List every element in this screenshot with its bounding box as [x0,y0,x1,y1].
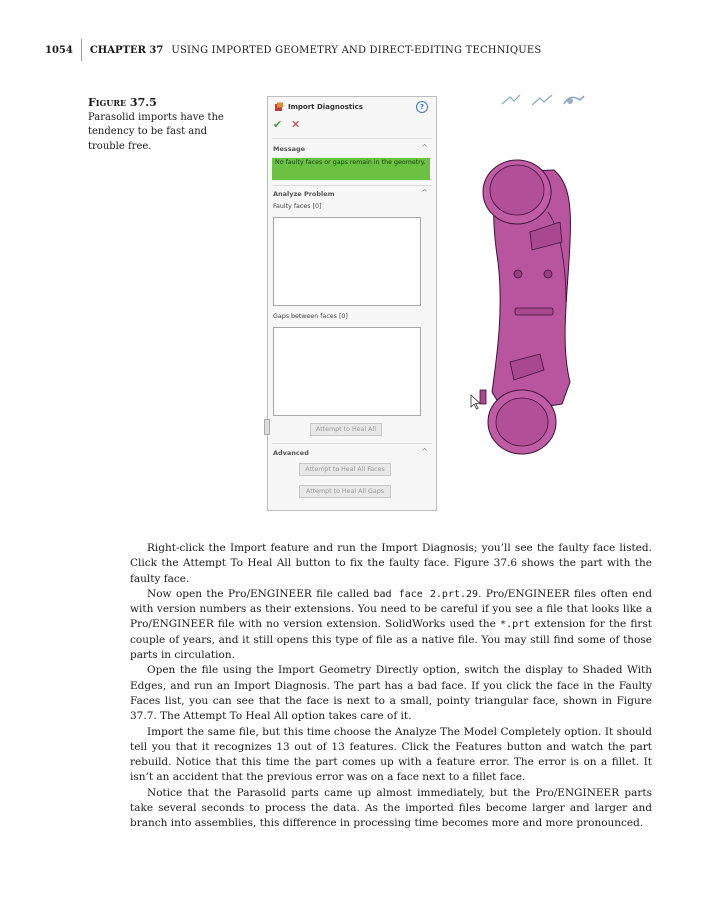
figure-caption-text: Parasolid imports have the tendency to be fast and trouble free. [88,111,224,152]
import-diagnostics-panel [267,96,437,511]
mouse-cursor-icon [470,394,482,410]
body-text [130,541,652,832]
attempt-heal-all-button[interactable]: Attempt to Heal All [310,423,382,436]
page-number: 1054 [45,44,73,56]
paragraph: Now open the Pro/ENGINEER file called bad face 2.prt.29. Pro/ENGINEER files often end with version numbers as their extensions. You need to be careful if you see a file that looks like a Pro/ENGINEER file with no version extension. SolidWorks used the *.prt extension for the first couple of years, and it still opens this type of file as a native file. You may still find some of those parts in circulation. [130,587,652,662]
attempt-heal-faces-button[interactable]: Attempt to Heal All Faces [299,463,391,476]
divider [272,185,432,186]
message-section-header[interactable]: Message [273,145,306,153]
analyze-problem-header[interactable]: Analyze Problem [273,190,335,198]
panel-edge-tab[interactable] [264,419,270,435]
help-icon[interactable]: ? [416,101,428,113]
import-diagnostics-icon [274,102,284,112]
panel-title [274,102,363,112]
message-text: No faulty faces or gaps remain in the geometry. [272,158,430,180]
paragraph: Notice that the Parasolid parts came up almost immediately, but the Pro/ENGINEER parts take several seconds to process the data. As the imported files become larger and larger and branch into assemblies, this difference in processing time becomes more and more pronounced. [130,786,652,830]
figure-label: Figure 37.5 [88,96,157,109]
divider [272,443,432,444]
chapter-title: USING IMPORTED GEOMETRY AND DIRECT-EDITING TECHNIQUES [171,44,542,56]
figure-caption [88,96,228,154]
paragraph: Right-click the Import feature and run the Import Diagnosis; you’ll see the faulty face listed. Click the Attempt To Heal All button to fix the faulty face. Figure 37.6 shows the part with the faulty face. [130,542,652,585]
collapse-analyze-icon[interactable]: ^ [421,188,428,197]
imported-part-model[interactable] [470,92,610,462]
divider [272,138,432,139]
cancel-button[interactable]: ✕ [291,118,301,131]
gaps-label: Gaps between faces [0] [273,313,348,320]
chapter-label: CHAPTER 37 [89,44,164,56]
extension-code: *.prt [500,619,531,631]
file-name-code: bad face 2.prt.29 [373,588,479,600]
advanced-section-header[interactable]: Advanced [273,449,309,457]
running-header [45,40,541,60]
paragraph: Import the same file, but this time choose the Analyze The Model Completely option. It should tell you that it recognizes 13 out of 13 features. Click the Features button and watch the part rebuild. Notice that this time the part comes up with a feature error. The error is on a fillet. It isn’t an accident that the previous error was on a face next to a fillet face. [130,725,652,784]
collapse-advanced-icon[interactable]: ^ [421,447,428,456]
attempt-heal-gaps-button[interactable]: Attempt to Heal All Gaps [299,485,391,498]
faulty-faces-list[interactable] [273,217,421,306]
paragraph: Open the file using the Import Geometry Directly option, switch the display to Shaded With Edges, and run an Import Diagnosis. The part has a bad face. If you click the face in the Faulty Faces list, you can see that the face is next to a small, pointy triangular face, shown in Figure 37.7. The Attempt To Heal All option takes care of it. [130,664,652,723]
ok-button[interactable]: ✔ [273,118,283,131]
panel-title-text: Import Diagnostics [288,103,363,111]
collapse-message-icon[interactable]: ^ [421,143,428,152]
gaps-list[interactable] [273,327,421,416]
faulty-faces-label: Faulty faces [0] [273,203,322,210]
header-divider [81,39,82,61]
